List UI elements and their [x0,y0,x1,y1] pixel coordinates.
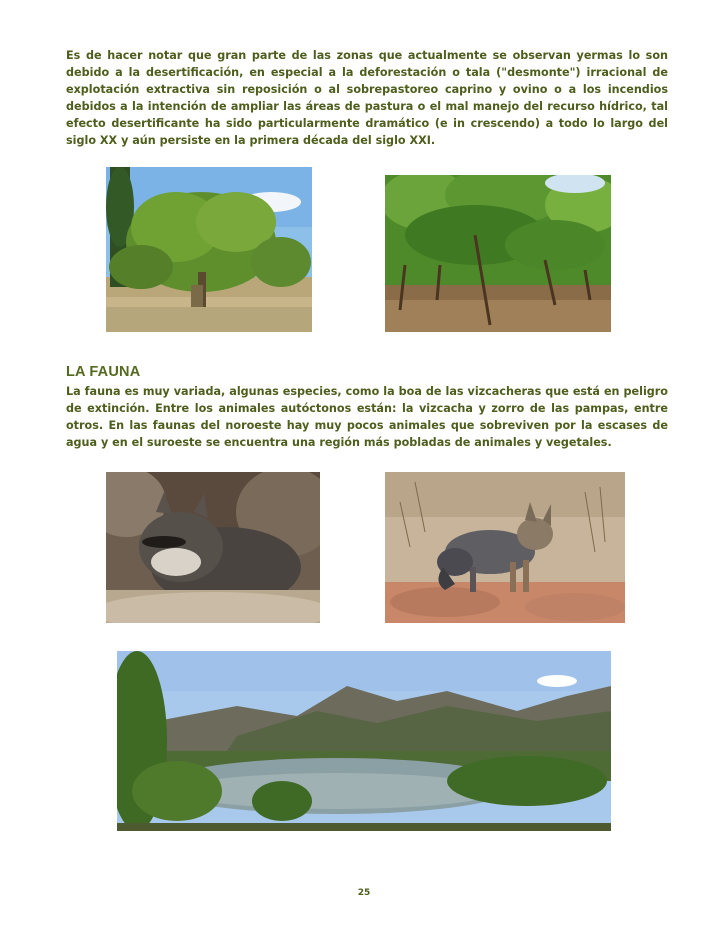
fauna-heading: LA FAUNA [66,364,141,380]
vizcacha-photo [106,472,320,623]
vineyard-photo [385,175,611,332]
intro-paragraph: Es de hacer notar que gran parte de las zonas que actualmente se observan yermas lo son debido a la desertificación, en especial a la deforestación o tala ("desmonte") irracional de explotación extractiva sin reposición o al sobrepastoreo caprino y ovino o a los incendios debidos a la intención de ampliar las áreas de pastura o el mal manejo del recurso hídrico, tal efecto desertificante ha sido particularmente dramático (e in crescendo) a todo lo largo del siglo XX y aún persiste en la primera década del siglo XXI. [66,49,668,147]
page-number: 25 [357,888,371,898]
fox-photo [385,472,625,623]
lake-landscape-photo [117,651,611,831]
tree-photo [106,167,312,332]
fauna-paragraph: La fauna es muy variada, algunas especies, como la boa de las vizcacheras que está en peligro de extinción. Entre los animales autóctonos están: la vizcacha y zorro de las pampas, entre otros. En las faunas del noroeste hay muy pocos animales que sobreviven por la escases de agua y en el suroeste se encuentra una región más pobladas de animales y vegetales. [66,385,668,449]
